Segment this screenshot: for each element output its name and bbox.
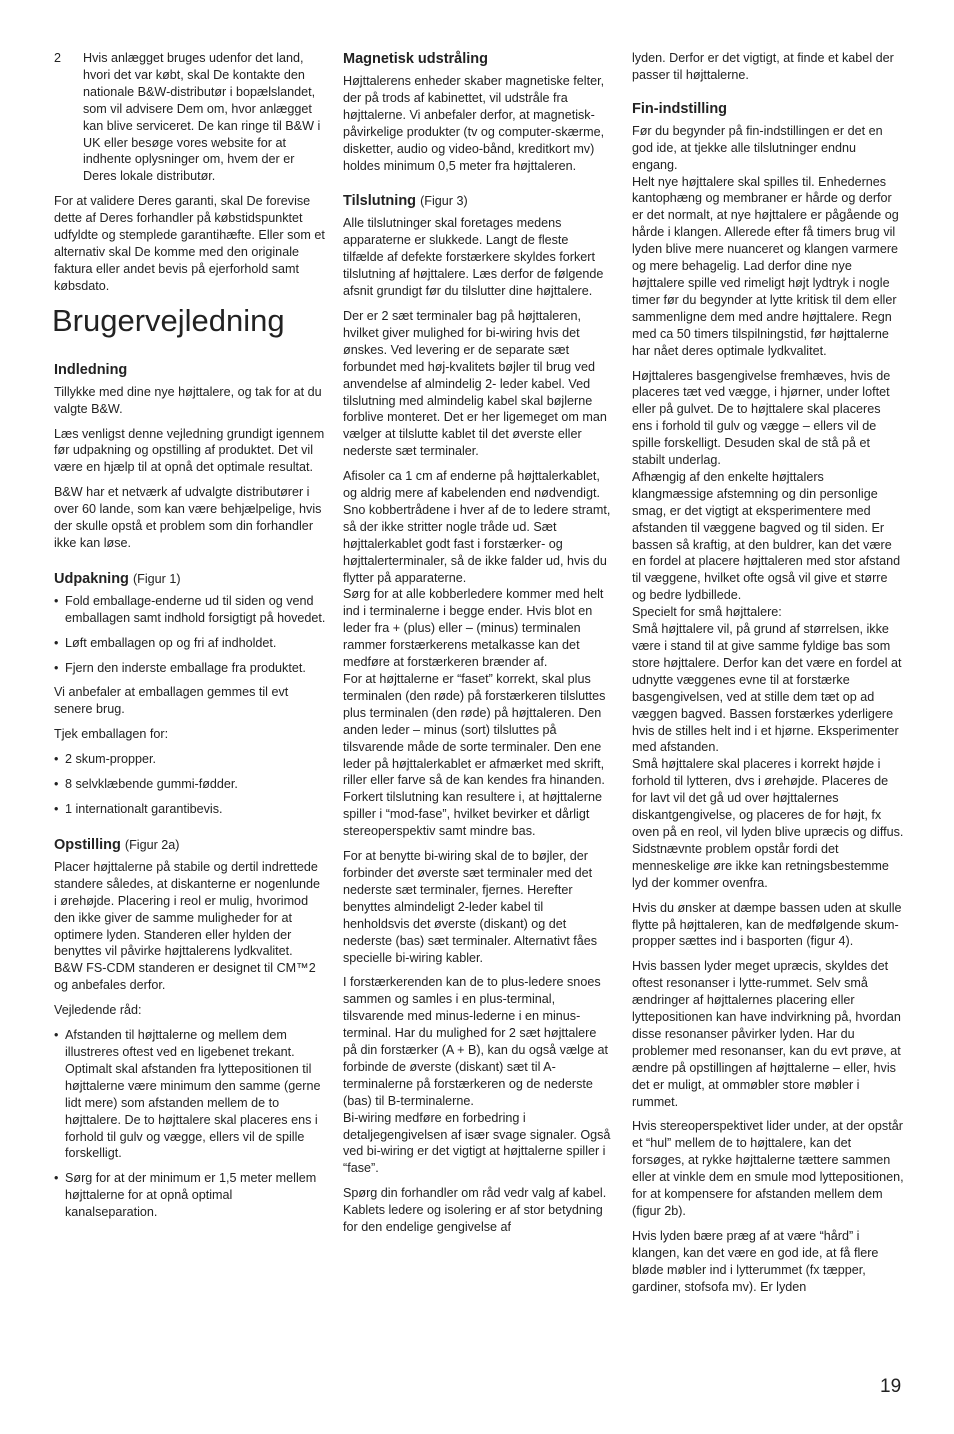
connection-paragraph: Sørg for at alle kobberledere kommer med helt ind i terminalerne i begge ender. Hvis blot en leder fra + (plus) eller – (minus) terminalen rammer forstærkerens metalkasse kan det medføre at forstærkeren brænder af. — [343, 587, 604, 670]
setup-paragraph: Placer højttalerne på stabile og dertil indrettede standere således, at diskanterne er nogenlunde i ørehøjde. Placering i reol er mulig, hvorimod den ikke giver de samme muligheder for at optimere lyden. Standeren eller hylden der benyttes vil påvirke højttalerens lydkvalitet. — [54, 859, 321, 959]
fine-tuning-paragraph: Højttaleres basgengivelse fremhæves, hvis de placeres tæt ved vægge, i hjørner, under loftet eller på gulvet. De to højttalere skal placeres ens i forhold til gulv og vægge – ellers vil de spille forskelligt. Desuden skal de stå på et stabilt underlag. — [632, 368, 891, 468]
intro-paragraph: B&W har et netværk af udvalgte distributører i over 60 lande, som kan være behjælpelige, hvis der skulle opstå et problem som din forhandler ikke kan løse. — [54, 485, 322, 550]
setup-heading: Opstilling (Figur 2a) — [54, 836, 180, 853]
intro-paragraph: Tillykke med dine nye højttalere, og tak for at du valgte B&W. — [54, 384, 322, 416]
fine-tuning-paragraph: Hvis bassen lyder meget upræcis, skyldes det oftest resonanser i lytte-rummet. Selv små ændringer af højttalernes placering eller lyttepositionen kan have indvirkning på, hvordan disse resonanser påvirker lyden. Har du problemer med resonanser, kan du evt prøve, at ændre på opstillingen af højttalerne – eller, hvis det er muligt, at ommøbler store møbler i rummet. — [632, 959, 901, 1109]
setup-paragraph: B&W FS-CDM standeren er designet til CM™2 og anbefales derfor. — [54, 961, 316, 993]
connection-paragraph: I forstærkerenden kan de to plus-ledere snoes sammen og samles i en plus-terminal, tilsvarende med minus-lederne i en minus-terminal. Har du mulighed for 2 sæt højttalere på din forstærker (A + B), kan du også vælge at forbinde de øverste (diskant) sæt til A-terminalerne på forstærkeren og de nederste (bas) til B-terminalerne. — [343, 975, 608, 1108]
figure-ref: (Figur 1) — [132, 571, 181, 586]
fine-tuning-paragraph: Helt nye højttalere skal spilles til. Enhedernes kantophæng og membraner er hårde og derfor er det normalt, at nye højttalere er pågående og hårde i klangen. Allerede efter få timers brug vil lyden blive mere nuanceret og klangen varmere og mere behagelig. Lad derfor dine nye højttalere spille ved rimeligt højt lydtryk i nogle timer før du begynder at lytte kritisk til dem eller sammenligne dem med andre højttalere. Regn med ca 50 timers tilspilningstid, før højttalerne har nået deres optimale lydkvalitet. — [632, 174, 899, 358]
connection-paragraph: For at højttalerne er “faset” korrekt, skal plus terminalen (den røde) på forstærkeren tilsluttes plus terminalen (den røde) på højttaleren. Den anden leder – minus (sort) tilsluttes på tilsvarende måde de sorte terminaler. Den ene leder på højttalerkablet er afmærket med skrift, riller eller farve så de kan kendes fra hinanden. — [343, 672, 606, 788]
column-1 — [54, 50, 326, 1229]
list-item: • Fold emballage-enderne ud til siden og vend emballagen samt indhold forsigtigt på hovedet. — [54, 593, 326, 625]
fine-tuning-paragraph: Før du begynder på fin-indstillingen er det en god ide, at tjekke alle tilslutninger endnu engang. — [632, 123, 883, 172]
connection-paragraph: Afisoler ca 1 cm af enderne på højttalerkablet, og aldrig mere af kabelenden end nødvendigt. Sno kobbertrådene i hver af de to ledere stramt, så der ikke stritter nogle tråde ud. Sæt højttalerkablet godt fast i forstærker- og højttalerterminaler, så de ikke falder ud, hvis du flytter på apparaterne. — [343, 469, 611, 585]
unpack-paragraph: Vi anbefaler at emballagen gemmes til evt senere brug. — [54, 685, 289, 717]
column-2 — [343, 50, 611, 1244]
item-text: Hvis anlægget bruges udenfor det land, hvori det var købt, skal De kontakte den nationale B&W-distributør i bopælslandet, som vil advisere Dem om, hvor anlægget kan blive serviceret. De kan ringe til B&W i UK eller besøge vores website for at indhente oplysninger om, hvem der er Deres lokale distributør. — [83, 51, 321, 184]
connection-paragraph: Alle tilslutninger skal foretages medens apparaterne er slukkede. Langt de fleste tilfælde af defekte forstærkere skyldes forkert tilslutning af højttalere. Læs derfor de følgende afsnit grundigt før du tilslutter dine højttalere. — [343, 216, 604, 299]
continuation-paragraph: lyden. Derfor er det vigtigt, at finde et kabel der passer til højttalerne. — [632, 51, 894, 82]
advice-list — [54, 1027, 326, 1221]
unpack-paragraph: Tjek emballagen for: — [54, 727, 169, 742]
fine-tuning-paragraph: Specielt for små højttalere: — [632, 605, 782, 620]
unpack-heading: Udpakning (Figur 1) — [54, 570, 181, 587]
connection-heading: Tilslutning (Figur 3) — [343, 193, 468, 210]
intro-paragraph: Læs venligst denne vejledning grundigt igennem før udpakning og opstilling af produktet. Det vil være en hjælp til at opnå det optimale resultat. — [54, 426, 325, 475]
connection-paragraph: Bi-wiring medføre en forbedring i detaljegengivelsen af især svage signaler. Også ved bi-wiring er det vigtigt at højttalerne spiller i “fase”. — [343, 1110, 611, 1176]
fine-tuning-paragraph: Hvis du ønsker at dæmpe bassen uden at skulle flytte på højttaleren, kan de medfølgende skum-propper sættes ind i basporten (figur 4). — [632, 900, 902, 949]
list-item: • 8 selvklæbende gummi-fødder. — [54, 777, 238, 792]
guarantee-paragraph: For at validere Deres garanti, skal De forevise dette af Deres forhandler på købstidspunktet udfyldte og stemplede garantihæfte. Eller som et alternativ skal De komme med den originale faktura eller andet bevis på ejerforhold samt købsdato. — [54, 194, 325, 293]
intro-heading: Indledning — [54, 361, 128, 378]
fine-tuning-paragraph: Afhængig af den enkelte højttalers klangmæssige afstemning og din personlige smag, er det vigtigt at eksperimentere med afstanden til væggene bagved og til siden. Er bassen så kraftig, at den buldrer, kan det være en fordel at placere højttaleren med stor afstand til væggene, hvilket ofte også vil give et større og bedre lydbillede. — [632, 469, 901, 603]
page-number: 19 — [880, 1376, 902, 1397]
check-list — [54, 751, 326, 818]
list-item: • Løft emballagen op og fri af indholdet. — [54, 635, 277, 650]
list-item: • 2 skum-propper. — [54, 752, 156, 767]
fine-tuning-paragraph: Små højttalere skal placeres i korrekt højde i forhold til lytteren, dvs i ørehøjde. Placeres de for lavt vil det gå ud over højttalernes diskantgengivelse, og placeres de for højt, fx oven på en reol, vil lyden blive upræcis og diffus. Sidstnævnte problem opstår fordi det menneskelige øre ikke kan retningsbestemme lyd der kommer ovenfra. — [632, 757, 904, 890]
advice-label: Vejledende råd: — [54, 1003, 142, 1018]
list-item: • Sørg for at der minimum er 1,5 meter mellem højttalerne for at opnå optimal kanalseparation. — [54, 1171, 317, 1220]
figure-ref: (Figur 2a) — [124, 837, 180, 852]
list-item: • Afstanden til højttalerne og mellem dem illustreres oftest ved en ligebenet trekant. Optimalt skal afstanden fra lyttepositionen til højttalerne være minimum den samme (gerne lidt mere) som afstanden mellem de to højttalere. De to højttalere skal placeres ens i forhold til gulv og vægge, ellers vil de spille forskelligt. — [54, 1028, 321, 1161]
magnetic-paragraph: Højttalerens enheder skaber magnetiske felter, der på trods af kabinettet, vil udstråle fra højttalerne. Vi anbefaler derfor, at magnetisk-påvirkelige produkter (tv og computer-skærme, disketter, audio og video-bånd, kreditkort mv) holdes minimum 0,5 meter fra højttaleren. — [343, 74, 605, 173]
connection-paragraph: Spørg din forhandler om råd vedr valg af kabel. Kablets ledere og isolering er af stor betydning for den endelige gengivelse af — [343, 1186, 607, 1235]
figure-ref: (Figur 3) — [420, 194, 468, 209]
item-number: 2 — [54, 51, 62, 65]
connection-paragraph: Der er 2 sæt terminaler bag på højttaleren, hvilket giver mulighed for bi-wiring hvis det ønskes. Ved levering er de separate sæt forbundet med høj-kvalitets bøjler til brug ved anvendelse af almindelig 2- leder kabel. Ved tilslutning med almindelig kabel skal bøjlerne forblive monteret. Det er her ligemeget om man vælger at tilslutte kablet til det øverste eller nederste sæt terminaler. — [343, 308, 607, 459]
list-item: • Fjern den inderste emballage fra produktet. — [54, 660, 306, 675]
numbered-item — [54, 50, 326, 185]
magnetic-heading: Magnetisk udstråling — [343, 51, 489, 67]
connection-paragraph: Forkert tilslutning kan resultere i, at højttalerne spiller i “mod-fase”, hvilket bevirker et dårligt stereoperspektiv samt mindre bas. — [343, 790, 602, 839]
fine-tuning-paragraph: Hvis stereoperspektivet lider under, at der opstår et “hul” mellem de to højttalere, kan det forsøges, at rykke højttalerne tættere sammen eller at vinkle dem en smule mod lyttepositionen, for at kompensere for afstanden mellem dem (figur 2b). — [632, 1119, 904, 1218]
column-3 — [632, 50, 904, 1304]
page-title: Brugervejledning — [52, 302, 285, 338]
unpack-list — [54, 593, 326, 677]
fine-tuning-paragraph: Hvis lyden bære præg af at være “hård” i klangen, kan det være en god ide, at få flere bløde møbler ind i lytterummet (fx tæpper, gardiner, stofsofa mv). Er lyden — [632, 1228, 879, 1294]
connection-paragraph: For at benytte bi-wiring skal de to bøjler, der forbinder det øverste sæt terminaler med det nederste sæt terminaler, fjernes. Herefter benyttes almindeligt 2-leder kabel til henholdsvis det øverste (diskant) og det nederste (bas) sæt terminaler. Alternativt fåes specielle bi-wiring kabler. — [343, 849, 598, 965]
list-item: • 1 internationalt garantibevis. — [54, 802, 223, 816]
fine-tuning-paragraph: Små højttalere vil, på grund af størrelsen, ikke være i stand til at give samme fyldige bas som store højttalere. Derfor kan det være en fordel at udnytte væggenes evne til at forstærke basgengivelsen, ved at stille dem tæt op ad væggen bagved. Bassen forstærkes yderligere hvis de stilles helt ind i et hjørne. Eksperimenter med afstanden. — [632, 622, 902, 755]
fine-tuning-heading: Fin-indstilling — [632, 100, 728, 117]
